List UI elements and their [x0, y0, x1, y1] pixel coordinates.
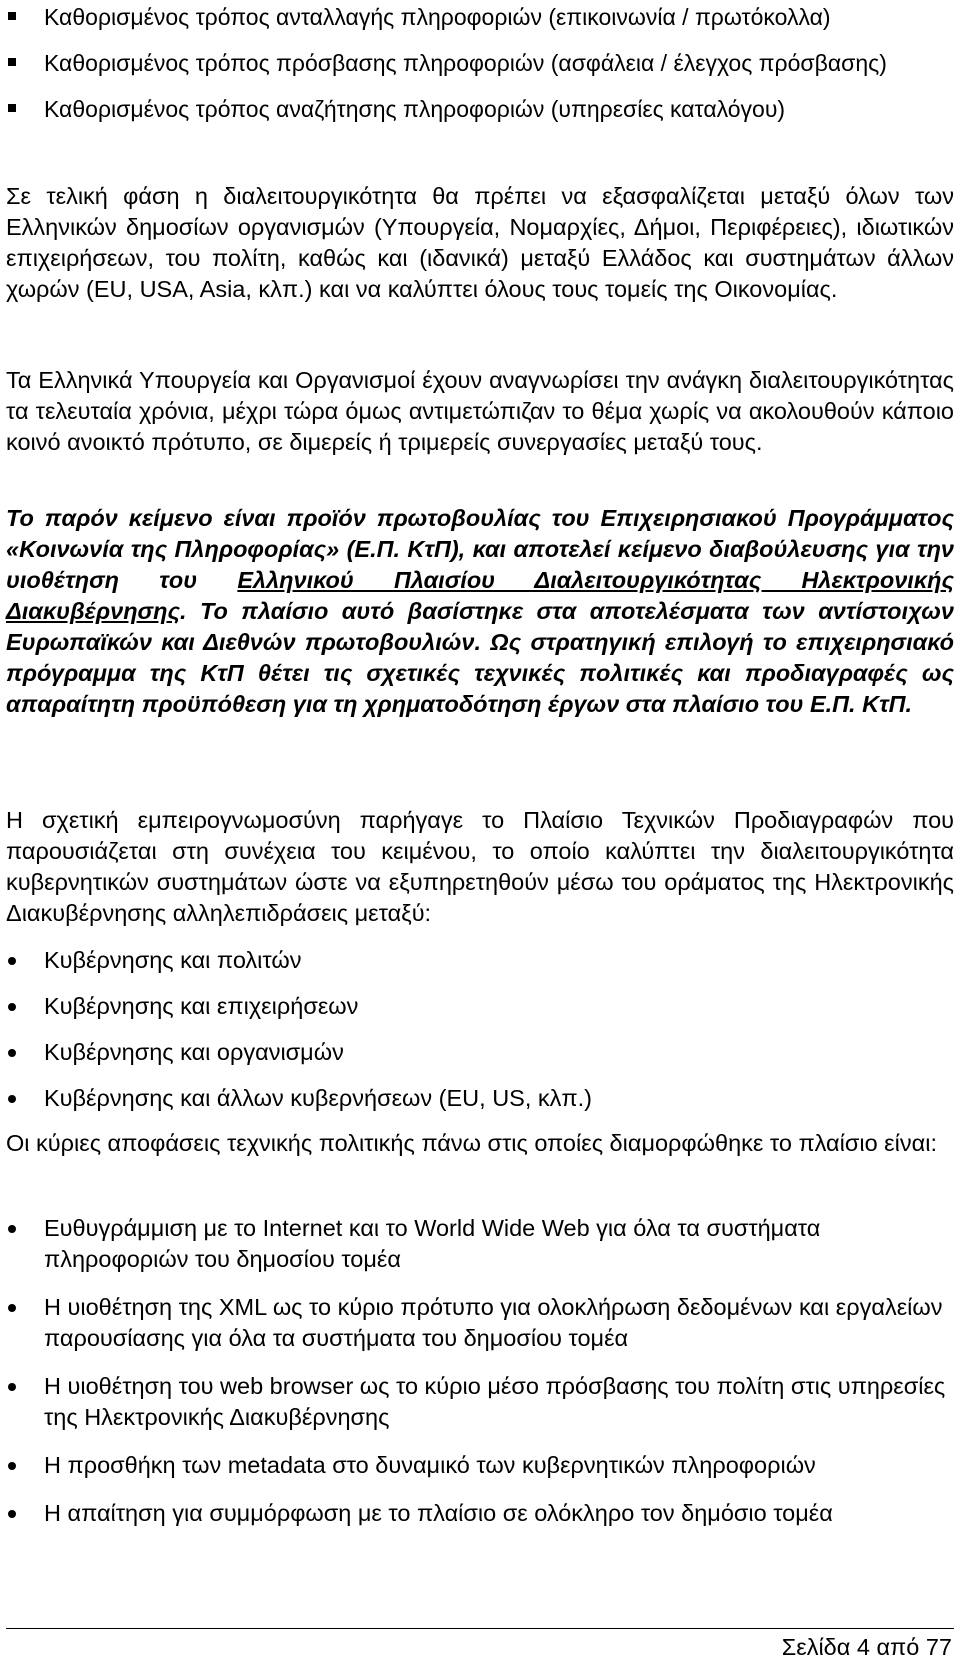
list-item: Η υιοθέτηση της XML ως το κύριο πρότυπο για ολοκλήρωση δεδομένων και εργαλείων παρουσίασης για όλα τα συστήματα του δημοσίου τομέα — [6, 1292, 954, 1354]
list-item: Κυβέρνησης και οργανισμών — [6, 1037, 954, 1068]
interactions-list — [6, 945, 954, 1114]
list-item: Καθορισμένος τρόπος ανταλλαγής πληροφοριών (επικοινωνία / πρωτόκολλα) — [6, 2, 954, 32]
paragraph-main-decisions: Οι κύριες αποφάσεις τεχνικής πολιτικής πάνω στις οποίες διαμορφώθηκε το πλαίσιο είναι: — [6, 1130, 937, 1156]
list-item: Κυβέρνησης και επιχειρήσεων — [6, 991, 954, 1022]
decisions-list — [6, 1213, 954, 1529]
protocol-list — [6, 2, 954, 140]
round-bullet-icon — [8, 1383, 16, 1391]
paragraph-ministries: Τα Ελληνικά Υπουργεία και Οργανισμοί έχουν αναγνωρίσει την ανάγκη διαλειτουργικότητας τα τελευταία χρόνια, μέχρι τώρα όμως αντιμετώπιζαν το θέμα χωρίς να ακολουθούν κάποιο κοινό ανοικτό πρότυπο, σε διμερείς ή τριμερείς συνεργασίες μεταξύ τους. — [6, 367, 954, 455]
list-item: Η προσθήκη των metadata στο δυναμικό των κυβερνητικών πληροφοριών — [6, 1450, 954, 1481]
paragraph-initiative: Το παρόν κείμενο είναι προϊόν πρωτοβουλίας του Επιχειρησιακού Προγράμματος «Κοινωνία της Πληροφορίας» (Ε.Π. ΚτΠ), και αποτελεί κείμενο διαβούλευσης για την υιοθέτηση του Ελληνικού Πλαισίου Διαλειτουργικότητας Ηλεκτρονικής Διακυβέρνησης. Το πλαίσιο αυτό βασίστηκε στα αποτελέσματα των αντίστοιχων Ευρωπαϊκών και Διεθνών πρωτοβουλιών. Ως στρατηγική επιλογή το επιχειρησιακό πρόγραμμα της ΚτΠ θέτει τις σχετικές τεχνικές πολιτικές και προδιαγραφές ως απαραίτητη προϋπόθεση για τη χρηματοδότηση έργων στα πλαίσιο του Ε.Π. ΚτΠ. — [6, 505, 954, 717]
list-item: Η απαίτηση για συμμόρφωση με το πλαίσιο σε ολόκληρο τον δημόσιο τομέα — [6, 1498, 954, 1529]
framework-title-underlined: Ελληνικού Πλαισίου Διαλειτουργικότητας Ηλεκτρονικής Διακυβέρνησης — [6, 567, 954, 624]
round-bullet-icon — [8, 1003, 16, 1011]
round-bullet-icon — [8, 1095, 16, 1103]
round-bullet-icon — [8, 1462, 16, 1470]
paragraph-interoperability-scope: Σε τελική φάση η διαλειτουργικότητα θα πρέπει να εξασφαλίζεται μεταξύ όλων των Ελληνικών δημοσίων οργανισμών (Υπουργεία, Νομαρχίες, Δήμοι, Περιφέρειες), ιδιωτικών επιχειρήσεων, του πολίτη, καθώς και (ιδανικά) μεταξύ Ελλάδος και συστημάτων άλλων χωρών (EU, USA, Asia, κλπ.) και να καλύπτει όλους τους τομείς της Οικονομίας. — [6, 183, 954, 302]
list-item: Κυβέρνησης και πολιτών — [6, 945, 954, 976]
page-number: Σελίδα 4 από 77 — [781, 1634, 952, 1660]
round-bullet-icon — [8, 957, 16, 965]
list-item: Καθορισμένος τρόπος πρόσβασης πληροφοριών (ασφάλεια / έλεγχος πρόσβασης) — [6, 48, 954, 78]
round-bullet-icon — [8, 1049, 16, 1057]
round-bullet-icon — [8, 1225, 16, 1233]
square-bullet-icon — [8, 12, 16, 20]
square-bullet-icon — [8, 58, 16, 66]
paragraph-expertise: Η σχετική εμπειρογνωμοσύνη παρήγαγε το Πλαίσιο Τεχνικών Προδιαγραφών που παρουσιάζεται στη συνέχεια του κειμένου, το οποίο καλύπτει την διαλειτουργικότητα κυβερνητικών συστημάτων ώστε να εξυπηρετηθούν μέσω του οράματος της Ηλεκτρονικής Διακυβέρνησης αλληλεπιδράσεις μεταξύ: — [6, 807, 954, 926]
square-bullet-icon — [8, 104, 16, 112]
list-item: Κυβέρνησης και άλλων κυβερνήσεων (EU, US, κλπ.) — [6, 1083, 954, 1114]
list-item: Ευθυγράμμιση με το Internet και το World Wide Web για όλα τα συστήματα πληροφοριών του δημοσίου τομέα — [6, 1213, 954, 1275]
round-bullet-icon — [8, 1510, 16, 1518]
round-bullet-icon — [8, 1304, 16, 1312]
footer-divider — [6, 1628, 954, 1629]
list-item: Καθορισμένος τρόπος αναζήτησης πληροφοριών (υπηρεσίες καταλόγου) — [6, 94, 954, 124]
list-item: Η υιοθέτηση του web browser ως το κύριο μέσο πρόσβασης του πολίτη στις υπηρεσίες της Ηλεκτρονικής Διακυβέρνησης — [6, 1371, 954, 1433]
